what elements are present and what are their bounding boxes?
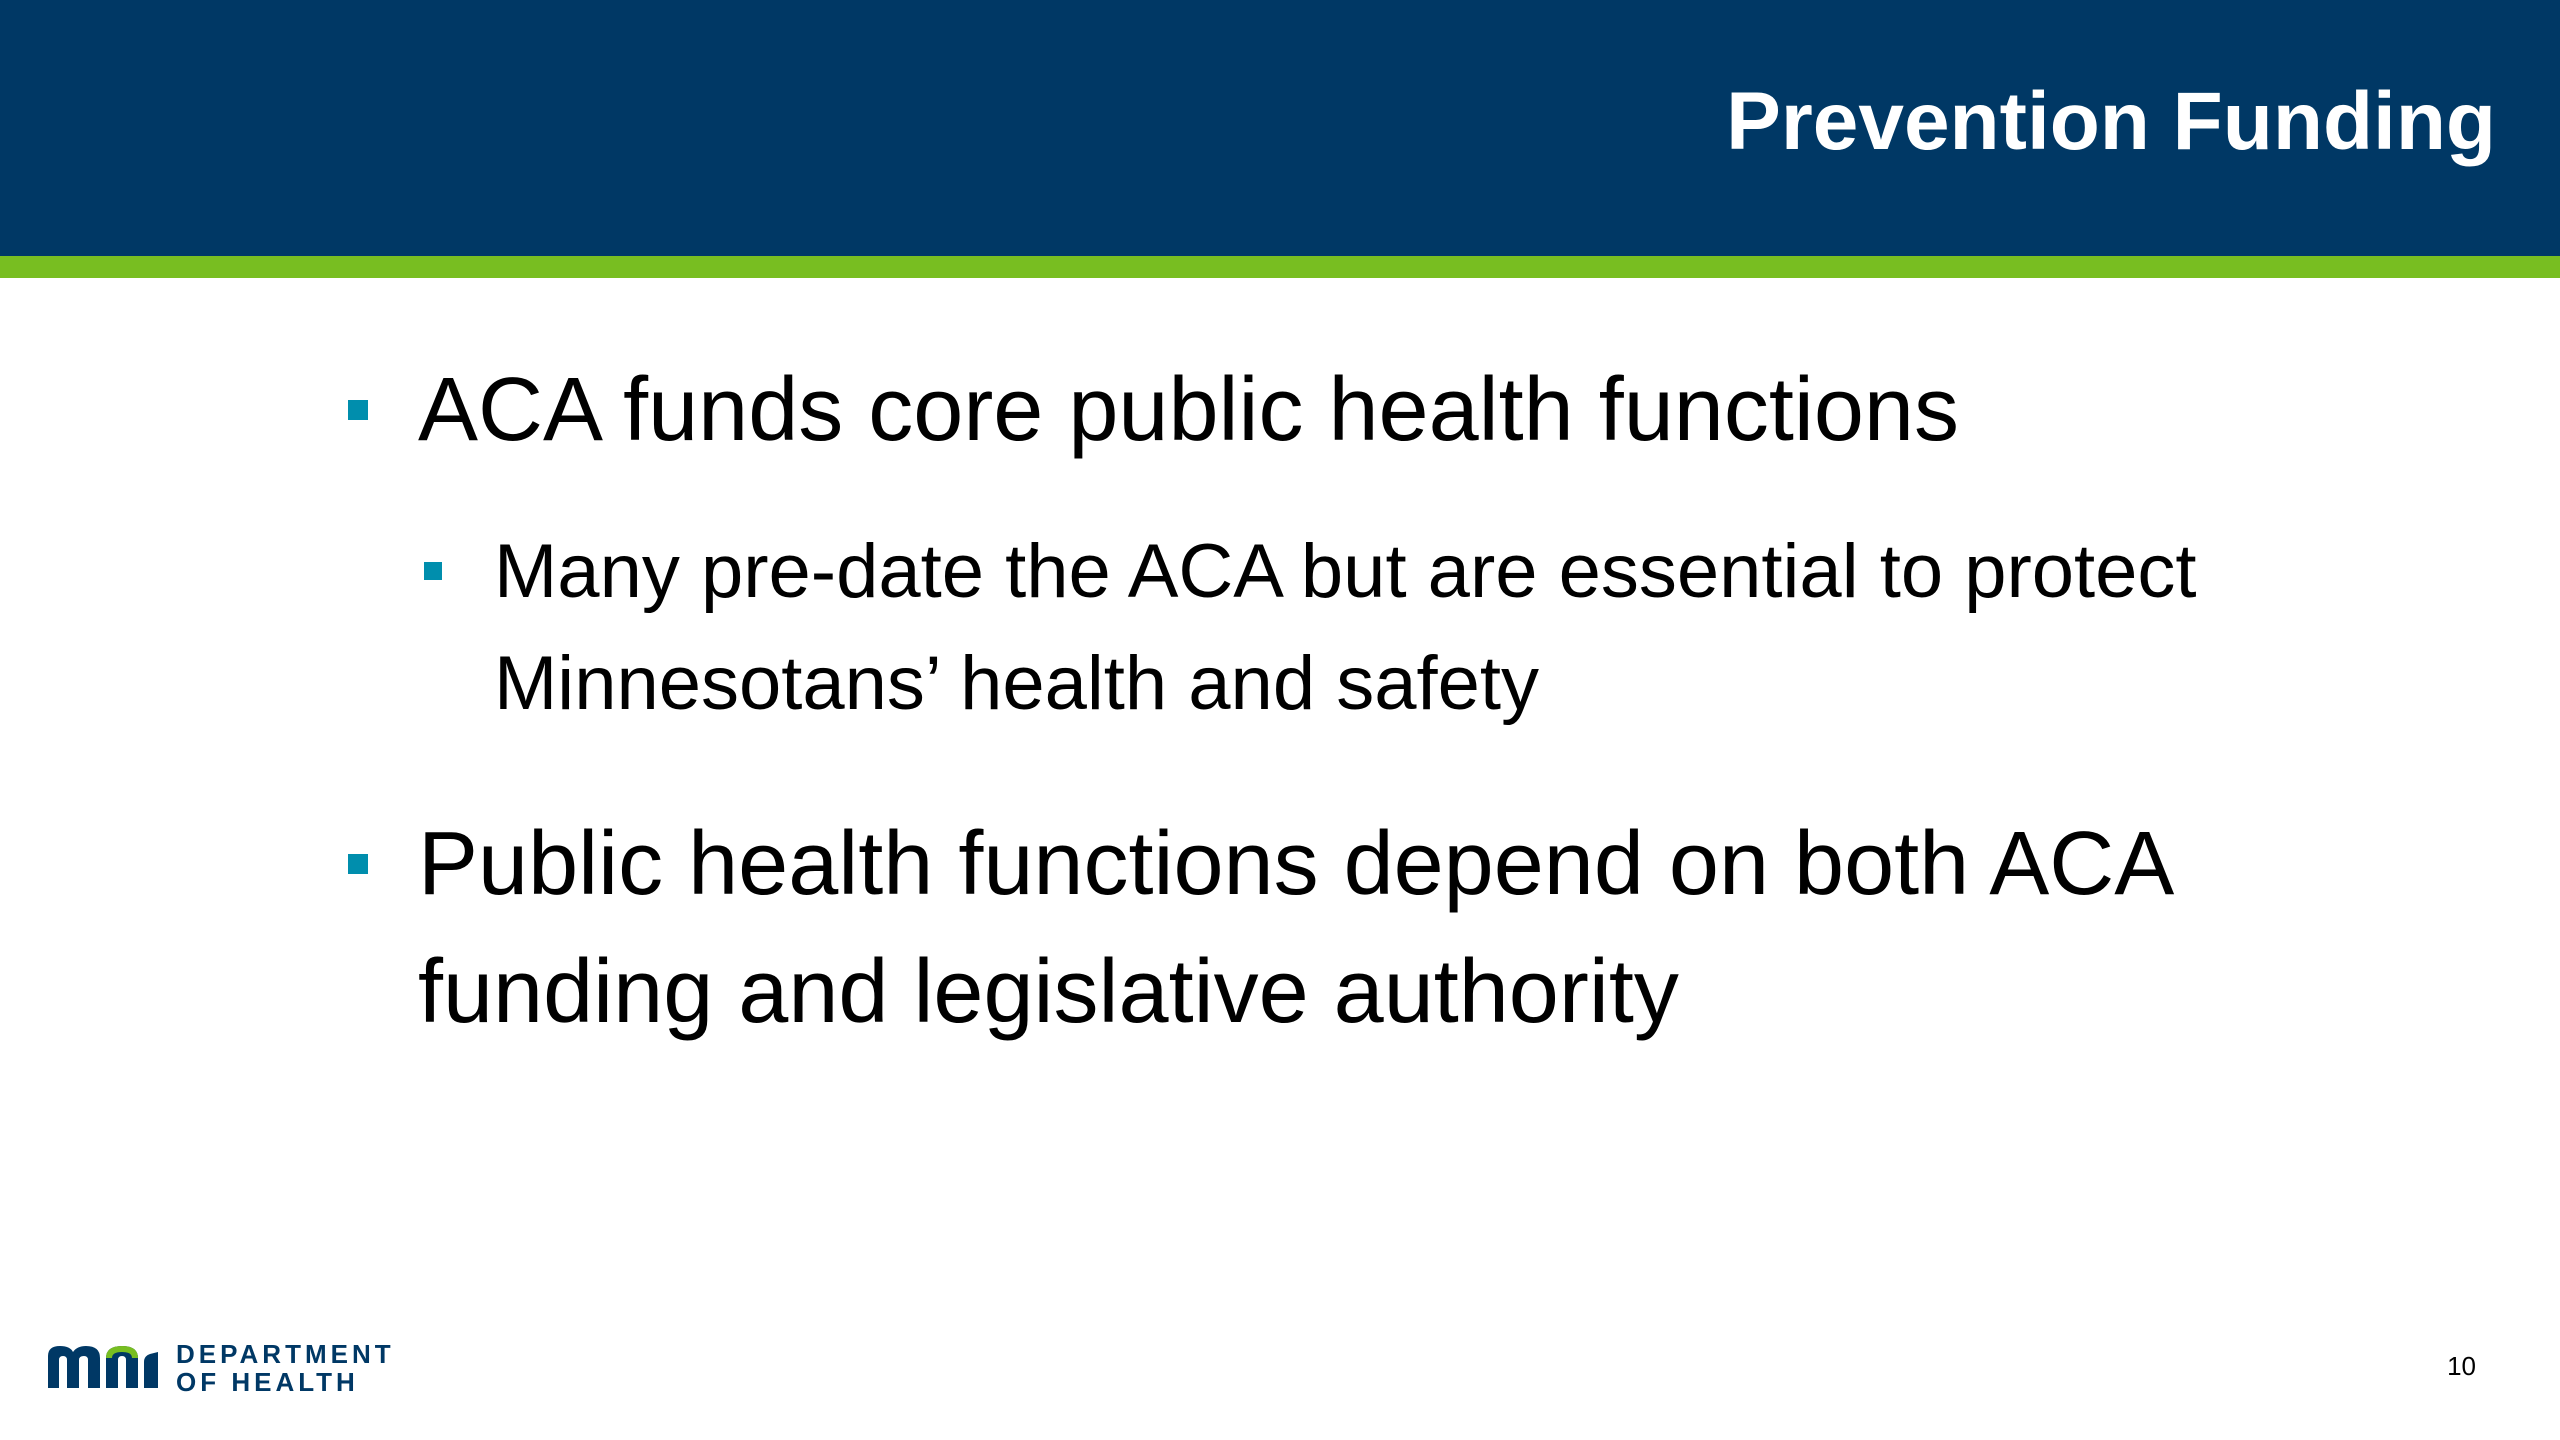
logo-text [176,1340,395,1396]
page-number: 10 [2447,1351,2476,1381]
sub-bullet-text: Many pre-date the ACA but are essential to protect Minnesotans’ health and safety [494,529,2197,726]
logo-text-line2: OF HEALTH [176,1367,359,1397]
sub-bullet-item [494,516,2314,740]
bullet-marker-icon [424,562,442,580]
bullet-marker-icon [348,854,368,874]
bullet-text: Public health functions depend on both ACA funding and legislative authority [418,814,2170,1042]
logo-text-line1: DEPARTMENT [176,1339,395,1369]
mn-logo-icon [46,1342,162,1388]
bullet-marker-icon [348,400,368,420]
bullet-item [418,800,2378,1056]
department-of-health-logo [46,1336,395,1397]
bullet-text: ACA funds core public health functions [418,360,1959,460]
slide-title: Prevention Funding [1726,76,2496,167]
bullet-item [418,346,2378,474]
